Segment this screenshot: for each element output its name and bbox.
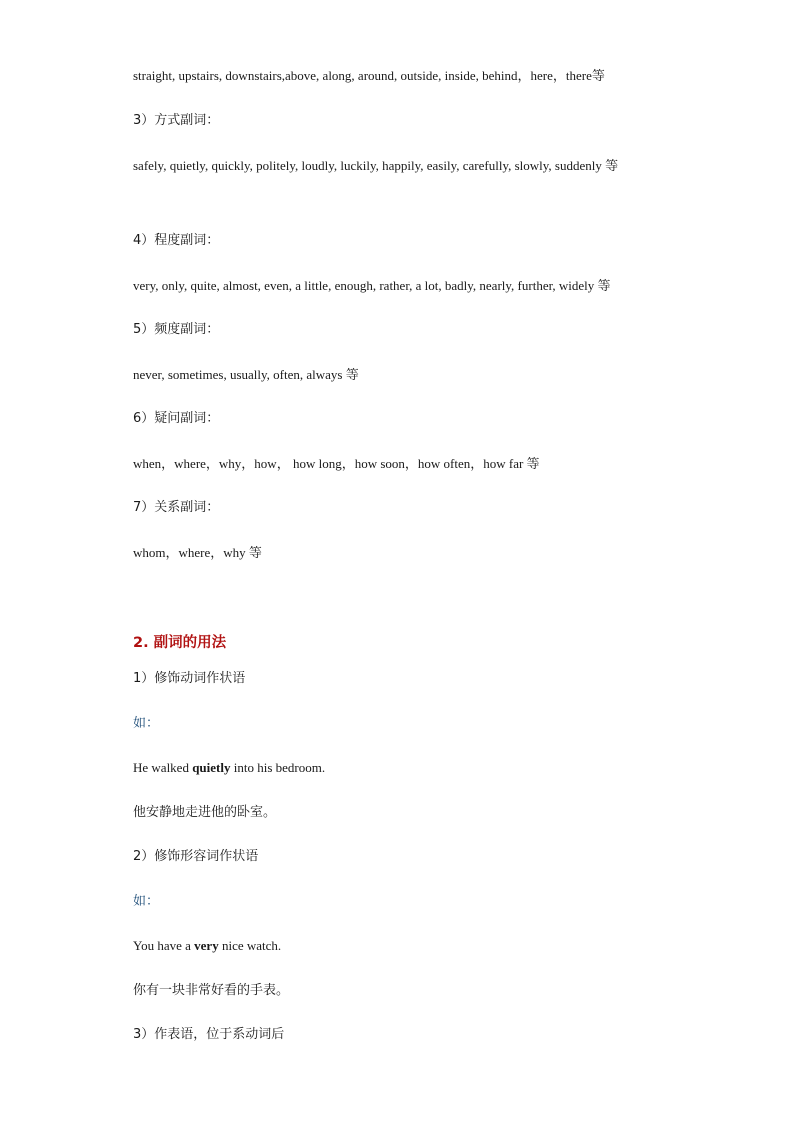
example-sentence-1 [133,752,663,783]
manner-adverbs-list: safely, quietly, quickly, politely, loudly, luckily, happily, easily, carefully, slowly, suddenly 等 [133,158,619,173]
section-heading-adverb-usage: 2. 副词的用法 [133,635,227,651]
place-adverbs-list: straight, upstairs, downstairs,above, along, around, outside, inside, behind，here，there等 [133,68,605,83]
highlighted-adverb: quietly [192,760,231,775]
frequency-adverbs-heading: 5）频度副词： [133,322,220,337]
example-label: 如： [133,894,160,909]
frequency-adverbs-list: never, sometimes, usually, often, always 等 [133,367,359,382]
manner-adverbs-heading: 3）方式副词： [133,113,220,128]
sentence-text: nice watch. [218,938,282,953]
sentence-text: You have a [133,938,195,953]
example-translation-2: 你有一块非常好看的手表。 [133,983,290,998]
interrogative-adverbs-list: when，where，why，how， how long，how soon，how often，how far 等 [133,456,540,471]
example-sentence-2 [133,930,663,961]
degree-adverbs-list: very, only, quite, almost, even, a little, enough, rather, a lot, badly, nearly, further, widely 等 [133,278,611,293]
sentence-text: He walked [133,760,193,775]
usage-3-heading: 3）作表语，位于系动词后 [133,1027,285,1042]
usage-1-heading: 1）修饰动词作状语 [133,671,246,686]
usage-2-heading: 2）修饰形容词作状语 [133,849,259,864]
degree-adverbs-heading: 4）程度副词： [133,233,220,248]
highlighted-adverb: very [194,938,219,953]
example-label: 如： [133,716,160,731]
interrogative-adverbs-heading: 6）疑问副词： [133,411,220,426]
sentence-text: into his bedroom. [230,760,326,775]
example-translation-1: 他安静地走进他的卧室。 [133,805,277,820]
relative-adverbs-list: whom，where，why 等 [133,545,262,560]
relative-adverbs-heading: 7）关系副词： [133,500,220,515]
